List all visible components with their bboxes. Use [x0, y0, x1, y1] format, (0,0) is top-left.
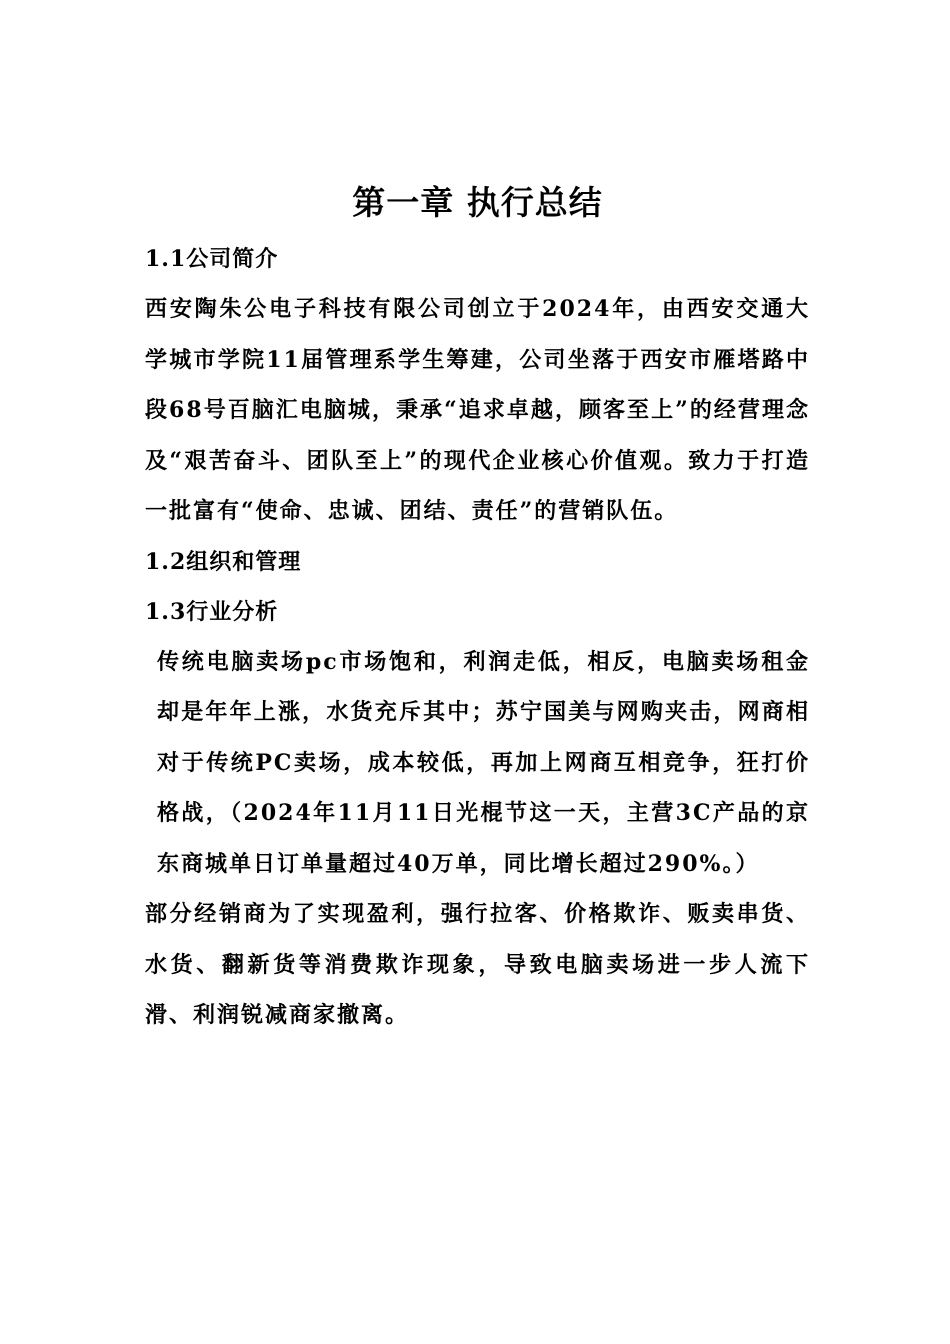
industry-analysis-paragraph-1: 传统电脑卖场pc市场饱和，利润走低，相反，电脑卖场租金却是年年上涨，水货充斥其中；苏宁国美与网购夹击，网商相对于传统PC卖场，成本较低，再加上网商互相竞争，狂打价格战，（2024年11月11日光棍节这一天，主营3C产品的京东商城单日订单量超过40万单，同比增长超过290%。）: [157, 648, 810, 877]
section-heading-company-intro: 1.1公司简介: [145, 246, 279, 272]
company-intro-paragraph: 西安陶朱公电子科技有限公司创立于2024年，由西安交通大学城市学院11届管理系学生筹建，公司坐落于西安市雁塔路中段68号百脑汇电脑城，秉承“追求卓越，顾客至上”的经营理念及“艰苦奋斗、团队至上”的现代企业核心价值观。致力于打造一批富有“使命、忠诚、团结、责任”的营销队伍。: [145, 296, 810, 524]
industry-analysis-paragraph-2: 部分经销商为了实现盈利，强行拉客、价格欺诈、贩卖串货、水货、翻新货等消费欺诈现象，导致电脑卖场进一步人流下滑、利润锐减商家撤离。: [145, 901, 810, 1028]
document-body: [145, 178, 810, 1041]
section-heading-industry-analysis: 1.3行业分析: [145, 598, 279, 625]
section-heading-organization: 1.2组织和管理: [145, 548, 302, 575]
chapter-title: 第一章 执行总结: [352, 183, 603, 222]
